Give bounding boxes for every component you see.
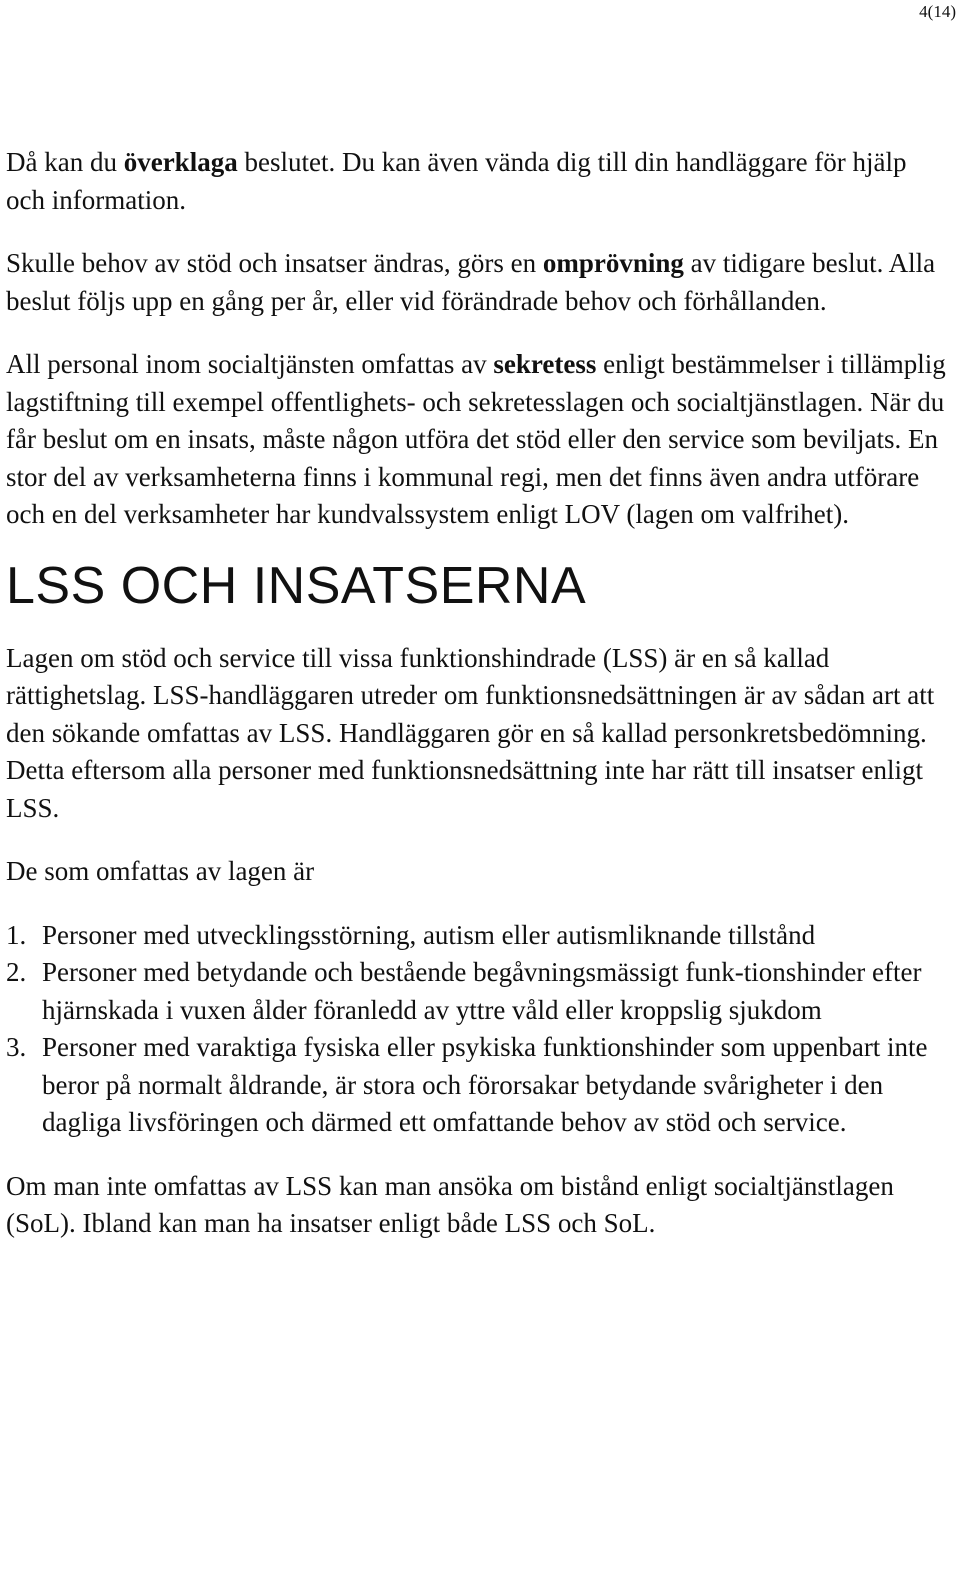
term-sekretess: sekretess xyxy=(493,349,597,379)
criteria-list xyxy=(6,917,952,1142)
paragraph-appeal xyxy=(6,144,952,219)
paragraph-covered-intro: De som omfattas av lagen är xyxy=(6,856,315,886)
paragraph-confidentiality xyxy=(6,346,952,534)
list-item-text: Personer med betydande och bestående begåvningsmässigt funk-tionshinder efter hjärnskada i vuxen ålder föranledd av yttre våld eller kroppslig sjukdom xyxy=(42,957,922,1025)
paragraph-lss-intro: Lagen om stöd och service till vissa funktionshindrade (LSS) är en så kallad rättighetslag. LSS-handläggaren utreder om funktionsnedsättningen är av sådan art att den sökande omfattas av LSS. Handläggaren gör en så kallad personkretsbedömning. Detta eftersom alla personer med funktionsnedsättning inte har rätt till insatser enligt LSS. xyxy=(6,642,935,823)
paragraph-confidentiality-text-2: enligt bestämmelser i tillämplig lagstiftning till exempel offentlighets- och sekretesslagen och socialtjänstlagen. När du får beslut om en insats, måste någon utföra det stöd eller den service som beviljats. En stor del av verksamheterna finns i kommunal regi, men det finns även andra utförare och en del verksamheter har kundvalssystem enligt LOV (lagen om valfrihet). xyxy=(6,349,946,529)
paragraph-appeal-text-2: beslutet. Du kan även vända dig till din handläggare för hjälp och information. xyxy=(6,147,907,215)
page-number: 4(14) xyxy=(919,2,956,21)
document-body xyxy=(6,144,952,1243)
list-item-number: 2. xyxy=(6,957,27,987)
paragraph-review-text-1: Skulle behov av stöd och insatser ändras, görs en xyxy=(6,248,543,278)
paragraph-sol: Om man inte omfattas av LSS kan man ansöka om bistånd enligt socialtjänstlagen (SoL). Ibland kan man ha insatser enligt både LSS och SoL. xyxy=(6,1170,894,1238)
list-item xyxy=(6,917,952,955)
list-item-text: Personer med utvecklingsstörning, autism eller autismliknande tillstånd xyxy=(42,919,816,950)
list-item-text: Personer med varaktiga fysiska eller psykiska funktionshinder som uppenbart inte beror på normalt åldrande, är stora och förorsakar betydande svårigheter i den dagliga livsföringen och därmed ett omfattande behov av stöd och service. xyxy=(42,1032,928,1137)
paragraph-review-text-2: av tidigare beslut. Alla beslut följs upp en gång per år, eller vid förändrade behov och förhållanden. xyxy=(6,248,936,316)
section-heading: LSS OCH INSATSERNA xyxy=(6,556,587,615)
term-omprovning: omprövning xyxy=(542,248,684,278)
list-item-number: 1. xyxy=(6,919,27,950)
list-item-number: 3. xyxy=(6,1032,27,1062)
paragraph-review xyxy=(6,245,952,320)
list-item xyxy=(6,1029,952,1142)
paragraph-confidentiality-text-1: All personal inom socialtjänsten omfattas av xyxy=(6,349,494,379)
list-item xyxy=(6,954,952,1029)
paragraph-appeal-text-1: Då kan du xyxy=(6,147,124,177)
term-overklaga: överklaga xyxy=(123,147,238,177)
